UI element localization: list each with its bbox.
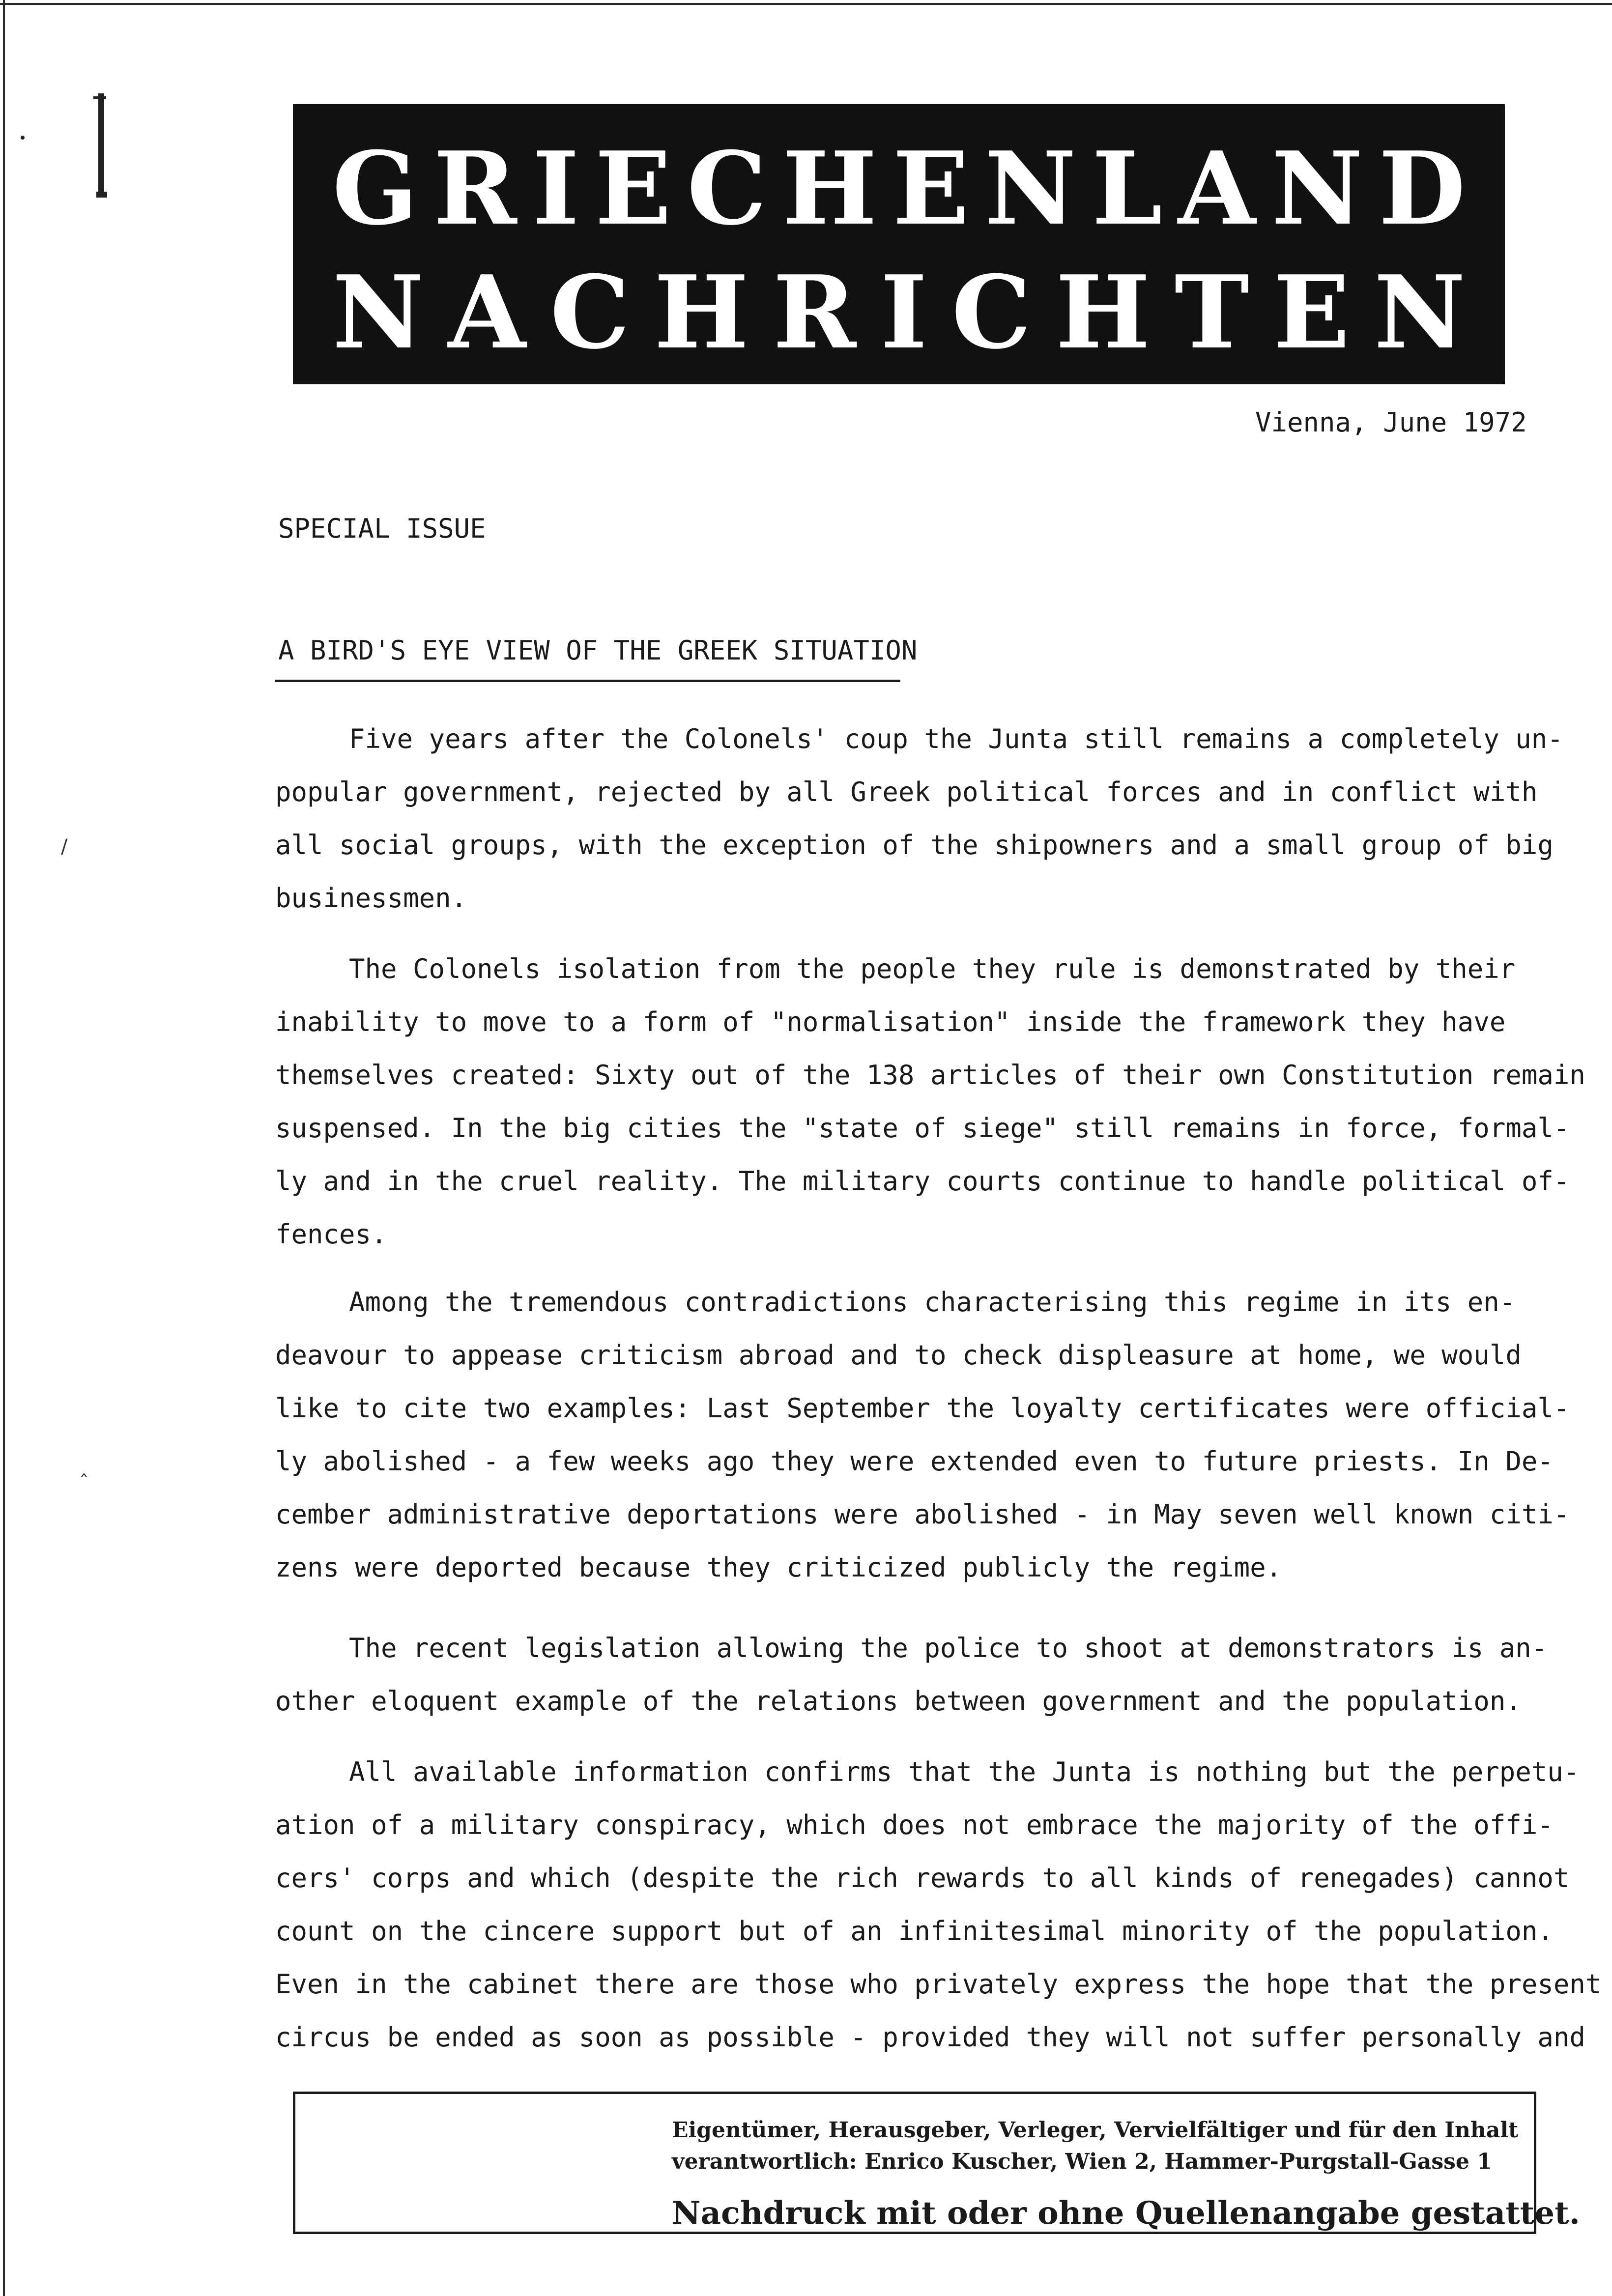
- text-line: all social groups, with the exception of the shipowners and a small group of big: [275, 830, 1554, 861]
- masthead-letter: E: [1273, 254, 1350, 372]
- paragraph: [275, 1622, 1563, 1728]
- masthead-letter: I: [532, 130, 579, 248]
- masthead-letter: R: [773, 254, 857, 372]
- paragraph: [275, 1276, 1570, 1594]
- text-line: fences.: [275, 1219, 387, 1250]
- masthead-letter: N: [1271, 130, 1363, 248]
- masthead-letter: R: [433, 130, 517, 248]
- text-line: ly and in the cruel reality. The military courts continue to handle political of-: [275, 1166, 1570, 1197]
- text-line: themselves created: Sixty out of the 138 articles of their own Constitution remain: [275, 1060, 1585, 1091]
- text-line: All available information confirms that the Junta is nothing but the perpetu-: [349, 1756, 1580, 1787]
- text-line: ation of a military conspiracy, which does not embrace the majority of the offi-: [275, 1809, 1554, 1840]
- text-line: inability to move to a form of "normalisation" inside the framework they have: [275, 1006, 1506, 1037]
- imprint-line: verantwortlich: Enrico Kuscher, Wien 2, Hammer-Purgstall-Gasse 1: [672, 2149, 1492, 2174]
- headline-underline: [275, 680, 900, 682]
- text-line: businessmen.: [275, 883, 467, 914]
- text-line: cember administrative deportations were abolished - in May seven well known citi-: [275, 1499, 1570, 1530]
- masthead-letter: L: [1092, 130, 1163, 248]
- masthead-letter: E: [892, 130, 969, 248]
- masthead-letter: I: [880, 254, 927, 372]
- masthead-line-2: [332, 254, 1466, 372]
- text-line: ly abolished - a few weeks ago they were extended even to future priests. In De-: [275, 1446, 1554, 1477]
- text-line: popular government, rejected by all Greek political forces and in conflict with: [275, 776, 1538, 807]
- margin-mark: [96, 192, 107, 198]
- masthead: [293, 104, 1505, 384]
- scan-speck: ‸: [81, 1455, 87, 1477]
- masthead-line-1: [332, 130, 1466, 248]
- masthead-letter: C: [951, 254, 1032, 372]
- text-line: like to cite two examples: Last September the loyalty certificates were official-: [275, 1393, 1570, 1424]
- masthead-letter: C: [550, 254, 630, 372]
- text-line: cers' corps and which (despite the rich rewards to all kinds of renegades) cannot: [275, 1863, 1570, 1894]
- margin-mark: [98, 93, 104, 197]
- masthead-letter: H: [1055, 254, 1151, 372]
- masthead-letter: A: [448, 254, 526, 372]
- masthead-letter: N: [332, 254, 424, 372]
- text-line: zens were deported because they criticized publicly the regime.: [275, 1552, 1282, 1583]
- imprint-line: Eigentümer, Herausgeber, Verleger, Vervielfältiger und für den Inhalt: [672, 2118, 1519, 2143]
- page-left-border: [3, 0, 5, 2296]
- text-line: Even in the cabinet there are those who privately express the hope that the present: [275, 1969, 1602, 2000]
- text-line: The Colonels isolation from the people they rule is demonstrated by their: [349, 953, 1516, 984]
- masthead-letter: H: [782, 130, 877, 248]
- special-issue-label: SPECIAL ISSUE: [278, 513, 486, 544]
- article-headline: A BIRD'S EYE VIEW OF THE GREEK SITUATION: [278, 635, 918, 666]
- text-line: deavour to appease criticism abroad and to check displeasure at home, we would: [275, 1340, 1522, 1371]
- masthead-letter: T: [1174, 254, 1249, 372]
- masthead-letter: G: [332, 130, 418, 248]
- masthead-letter: E: [595, 130, 671, 248]
- text-line: circus be ended as soon as possible - provided they will not suffer personally and: [275, 2022, 1585, 2053]
- masthead-letter: D: [1379, 130, 1466, 248]
- paragraph: [275, 943, 1585, 1261]
- text-line: count on the cincere support but of an infinitesimal minority of the population.: [275, 1916, 1554, 1947]
- masthead-letter: N: [1374, 254, 1466, 372]
- reprint-notice: Nachdruck mit oder ohne Quellenangabe gestattet.: [672, 2195, 1580, 2232]
- text-line: suspensed. In the big cities the "state of siege" still remains in force, formal-: [275, 1113, 1570, 1144]
- issue-date: Vienna, June 1972: [1255, 407, 1527, 438]
- text-line: Five years after the Colonels' coup the Junta still remains a completely un-: [349, 723, 1563, 754]
- margin-mark: [93, 96, 106, 99]
- page-top-border: [0, 3, 1612, 5]
- paragraph: [275, 713, 1563, 925]
- scan-speck: /: [61, 835, 68, 858]
- imprint-box: [293, 2092, 1580, 2234]
- masthead-letter: H: [654, 254, 749, 372]
- text-line: The recent legislation allowing the police to shoot at demonstrators is an-: [349, 1633, 1548, 1664]
- masthead-letter: C: [687, 130, 767, 248]
- margin-dot: [21, 136, 25, 140]
- masthead-letter: A: [1178, 130, 1256, 248]
- text-line: other eloquent example of the relations between government and the population.: [275, 1686, 1522, 1717]
- paragraph: [275, 1746, 1602, 2064]
- masthead-letter: N: [984, 130, 1076, 248]
- imprint-text: [672, 2115, 1580, 2240]
- text-line: Among the tremendous contradictions characterising this regime in its en-: [349, 1287, 1516, 1318]
